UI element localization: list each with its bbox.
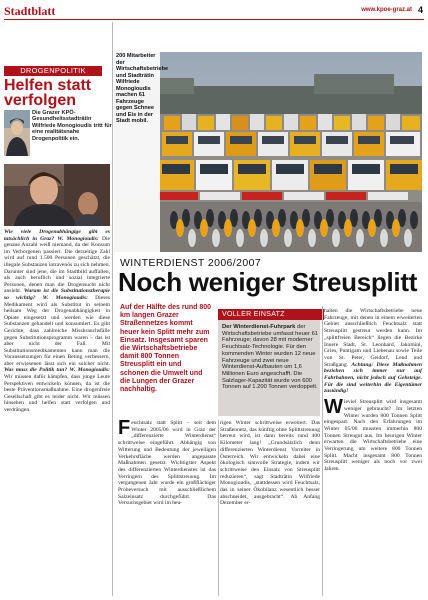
interview-question-3: Was muss die Politik tun? xyxy=(4,367,68,374)
interview-speaker: W. Monogioudis: xyxy=(57,235,99,242)
drogen-headline xyxy=(4,78,110,108)
interview-answer-1: Die genaue Anzahl weiß niemand, da der Konsum im Verborgenen passiert. Die derzeitige Zahl wird auf rund 1.500 Personen geschätzt, die illegale Substanzen intravenös zu sich nehmen. Darunter sind jene, die im Stadtbild auffallen, als auch beruflich und sozial integrierte Personen, denen man die Drogensucht nicht ansieht. xyxy=(4,235,111,295)
masthead xyxy=(4,4,55,18)
section-tag-voller-einsatz: VOLLER EINSATZ xyxy=(218,309,324,320)
article-headline: Noch weniger Streusplitt xyxy=(118,267,418,297)
article-column-3-text-c: ieviel Streusplitt wird insgesamt weniger gebraucht? Im letzten Winter wurden 800 Tonnen Splitt eingespart. Nach den Erfahrungen im Winter 05/06 mussten immerhin 800 Tonnen Streugut aus. Im heurigen Winter erwarten die Wirtschaftsbetriebe eine Verringerung um weitere 800 Tonnen Splitt. Macht insgesamt 800 Tonnen Streusplitt weniger als noch vor zwei Jahren. xyxy=(324,399,422,473)
interview-speaker: W. Monogioudis: xyxy=(42,294,89,301)
drop-cap: F xyxy=(118,417,131,439)
drogen-headline-line2: verfolgen xyxy=(4,92,77,109)
interview-text xyxy=(4,229,110,414)
article-kicker: WINTERDIENST 2006/2007 xyxy=(120,257,262,269)
header-rule xyxy=(4,19,424,20)
interview-speaker: W. Monogioudis: xyxy=(69,367,111,374)
drogen-headline-line1: Helfen statt xyxy=(4,77,92,94)
article-column-3-text-a: halten die Wirtschaftsbetriebe neue Fahrzeuge, mit denen in einem erweiterten Gebiet ausschließlich Feuchtsalz statt Streusplitt gestreut werden kann. Im „splittfreien Bereich“ liegen die Bezirke Innere Stadt, St. Leonhard, Jakomini, Gries, Puntigam und Liebenau sowie Teile von St. Peter, Geidorf, Lend und Straßgang. xyxy=(324,308,422,368)
interview-photo-image xyxy=(4,164,110,226)
column-divider xyxy=(322,306,323,596)
masthead-text: Stadtblatt xyxy=(4,4,56,18)
page-number: 4 xyxy=(417,5,423,15)
section-tag-drogenpolitik: DROGENPOLITIK xyxy=(4,66,102,76)
column-divider xyxy=(218,420,219,596)
fleet-photo-image xyxy=(114,52,422,252)
column-divider xyxy=(112,22,113,596)
interview-question-1: Wie viele Drogenabhängige gibt es tatsächlich in Graz? xyxy=(4,229,110,242)
article-column-3-notice: Achtung: Diese Maßnahmen beziehen sich immer nur auf Fahrbahnen, nicht jedoch auf Gehsteige. Für die sind weiterhin die Eigentümer zuständig! xyxy=(324,361,422,395)
drop-cap: W xyxy=(324,396,343,419)
info-box-title: Der Winterdienst-Fuhrpark xyxy=(222,324,296,330)
article-lead: Auf der Hälfte des rund 800 km langen Grazer Straßennetzes kommt heuer kein Splitt mehr zum Einsatz. Insgesamt sparen die Wirtschaftsbetriebe damit 800 Tonnen Streusplitt ein und schonen die Umwelt und die Lungen der Grazer nachhaltig. xyxy=(120,304,212,394)
interview-answer-2: Dieses Medikament wird als Substitut in seinem heilsam Weg der Drogenabhängigkeit in Opiate eingesetzt und werden wie diese Substanzen gehandelt und konsumiert. Es gibt Gerichte, dass zahlreiche Missbrauchsfälle gegen Substitutionsprogramm waren – das ist aber nicht der Fall. Mit Substitutionsmedikamenten kann man die Voraussetzungen für einen Beting verbessern, aber erwiesenen lässt sich ein solcher nicht. xyxy=(4,294,110,367)
fleet-photo xyxy=(114,52,422,252)
info-box-body: der Wirtschaftsbetriebe umfasst heuer 61 Fahrzeuge; davon 28 mit moderner Feuchtsalz-Technologie. Für den kommenden Winter wurden 12 neue Fahrzeuge und zwei neue Winterdienst-Aufbauten um 1,6 Millionen Euro angeschafft. Die Salzlager-Kapazität wurde von 600 Tonnen auf 1.200 Tonnen verdoppelt. xyxy=(222,324,319,391)
interview-photo xyxy=(4,164,110,226)
drogen-lead: Die Grazer KPÖ-Gesundheitsstadträtin Wilfriede Monogioudis tritt für eine realitätsnahe Drogenpolitik ein. xyxy=(32,110,112,142)
info-box-text xyxy=(222,324,318,391)
article-column-2: rigen Winter schrittweise erweitert. Das Straßennetz, das künftig ohne Splittstreuung betreut wird, ist dann bereits rund 400 Kilometer lang! „Grundsätzlich denn differenzierten Winterdienst Vorreiter in Österreich. Wir entwickeln dabei eine ökologisch sinnvolle Strategie, indem wir schrittweise den Einsatz von Streusplitt reduzieren“, sagt Stadträtin Wilfriede Monogioudis, „stattdessen wird Feuchtsalz, das in seiner Ökobilanz wesentlich besser abschneidet, ausgebracht“. Ab Anfang Dezember er- xyxy=(220,420,320,507)
interview-answer-3: Wir müssen dafür kämpfen, dass junge Leute Perspektiven entwickeln können, da ist die beste Präventionsmaßnahme. Eine drogenfreie Gesellschaft gibt es leider nicht. Wir müssen hinsehen und helfen statt verfolgen und verdrängen. xyxy=(4,374,110,414)
photo-caption: 200 Mitarbeiter der Wirtschaftsbetriebe und Stadträtin Wilfriede Monogioudis machen 61 Fahrzeuge gegen Schnee und Eis in der Stadt mobil. xyxy=(116,53,169,124)
article-column-1 xyxy=(118,417,216,507)
article-column-3 xyxy=(324,308,422,473)
portrait-thumbnail xyxy=(4,110,30,156)
website-url[interactable]: www.kpoe-graz.at xyxy=(361,7,412,13)
interview-question-2: Warum ist die Substitutionstherapie so wichtig? xyxy=(4,288,110,301)
article-column-1-text: euchtsalz statt Splitt – seit dem Winter 2005/06 wird in Graz der „differenzierte Winterdienst“ schrittweise eingeführt. Abhängig von Witterung und Bedeutung der jeweiligen Verkehrsfläche werden angepasste Maßnahmen gesetzt. Wichtigster Aspekt des differenzierten Winterdienstes ist das Verringern des Splittstreuung. Im vergangenen Jahr wurde ein großflächiger Probeversuch mit ausschließlichem Salzeinsatz durchgeführt. Das Versuchsgebiet wird im heu- xyxy=(118,420,216,507)
